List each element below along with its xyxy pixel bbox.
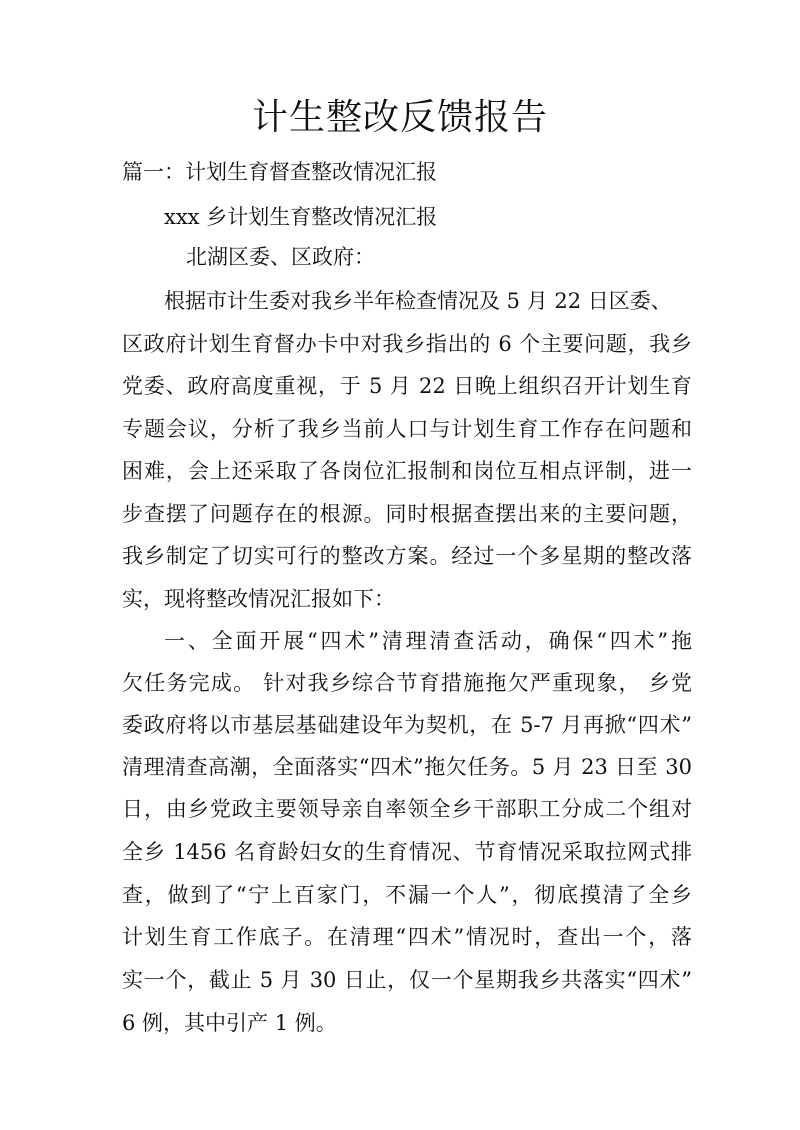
paragraph-line: 区政府计划生育督办卡中对我乡指出的 6 个主要问题，我乡 xyxy=(122,332,692,356)
paragraph-line: 实，现将整改情况汇报如下： xyxy=(122,587,395,611)
paragraph-line: 6 例，其中引产 1 例。 xyxy=(122,1011,337,1035)
paragraph-line: 党委、政府高度重视，于 5 月 22 日晚上组织召开计划生育 xyxy=(122,374,692,398)
paragraph-line: 全乡 1456 名育龄妇女的生育情况、节育情况采取拉网式排 xyxy=(122,840,692,864)
salutation: 北湖区委、区政府： xyxy=(186,245,375,269)
paragraph-line: 查，做到了“宁上百家门，不漏一个人”，彻底摸清了全乡 xyxy=(122,883,692,907)
paragraph-line: 实一个，截止 5 月 30 日止，仅一个星期我乡共落实“四术” xyxy=(122,968,692,992)
paragraph-line: 委政府将以市基层基础建设年为契机，在 5-7 月再掀“四术” xyxy=(122,713,692,737)
paragraph-line: 清理清查高潮，全面落实“四术”拖欠任务。5 月 23 日至 30 xyxy=(122,755,692,779)
paragraph-line: 日，由乡党政主要领导亲自率领全乡干部职工分成二个组对 xyxy=(122,797,692,821)
paragraph-line: 步查摆了问题存在的根源。同时根据查摆出来的主要问题， xyxy=(122,502,692,526)
paragraph-line: 专题会议，分析了我乡当前人口与计划生育工作存在问题和 xyxy=(122,417,692,441)
report-subtitle: xxx 乡计划生育整改情况汇报 xyxy=(164,205,438,229)
document-title: 计生整改反馈报告 xyxy=(251,97,548,138)
paragraph-line: 我乡制定了切实可行的整改方案。经过一个多星期的整改落 xyxy=(122,544,692,568)
section-heading: 篇一：计划生育督查整改情况汇报 xyxy=(122,160,437,184)
paragraph-line: 困难，会上还采取了各岗位汇报制和岗位互相点评制，进一 xyxy=(122,459,692,483)
paragraph-line: 根据市计生委对我乡半年检查情况及 5 月 22 日区委、 xyxy=(164,289,672,313)
paragraph-line: 欠任务完成。 针对我乡综合节育措施拖欠严重现象， 乡党 xyxy=(122,671,692,695)
paragraph-line: 计划生育工作底子。在清理“四术”情况时，查出一个，落 xyxy=(122,925,692,949)
paragraph-line: 一、全面开展“四术”清理清查活动，确保“四术”拖 xyxy=(164,629,692,653)
